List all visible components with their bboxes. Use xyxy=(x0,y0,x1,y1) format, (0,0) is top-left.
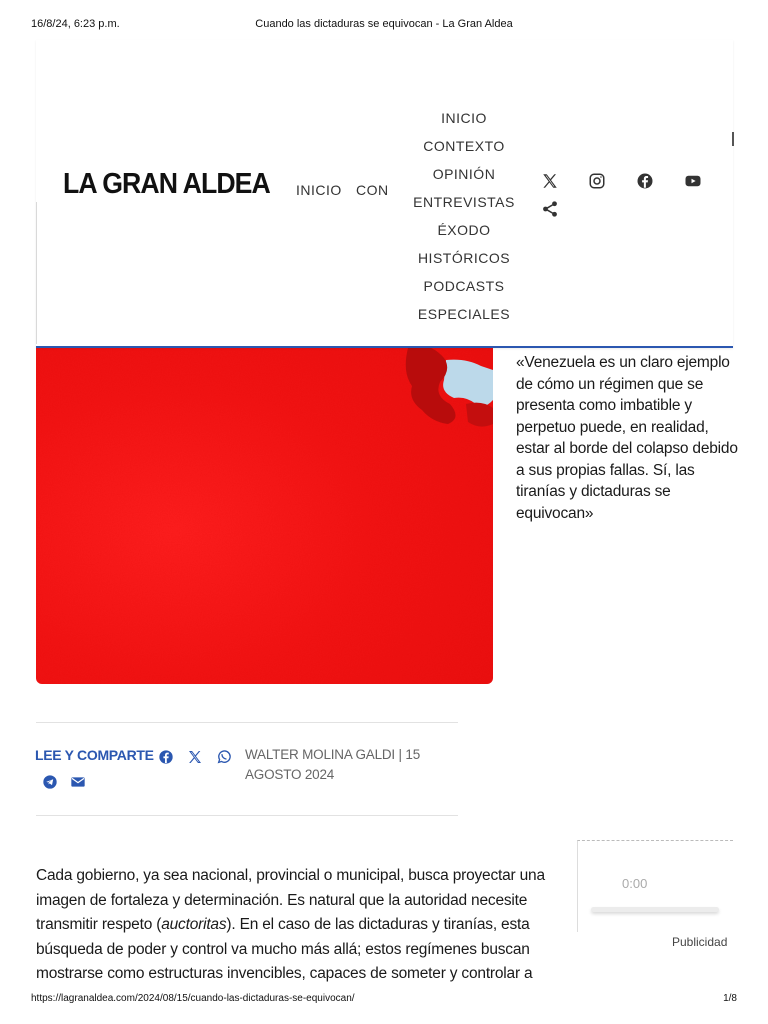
share-top-divider xyxy=(36,722,458,723)
article-paragraph xyxy=(36,864,556,987)
nav-inline-contexto-truncated[interactable]: CON xyxy=(356,182,389,198)
facebook-icon[interactable] xyxy=(635,171,655,191)
site-logo[interactable]: LA GRAN ALDEA xyxy=(63,168,270,200)
telegram-share-icon[interactable] xyxy=(42,774,58,790)
nav-item-contexto[interactable]: CONTEXTO xyxy=(423,138,505,154)
paragraph-text-start: Cada gobierno, ya sea nacional, provincial o municipal, busca proyectar una imagen de fortaleza y determinación. Es natural que la autoridad necesite transmitir respeto ( xyxy=(36,867,545,933)
instagram-icon[interactable] xyxy=(587,171,607,191)
x-icon[interactable] xyxy=(540,171,560,191)
nav-item-podcasts[interactable]: PODCASTS xyxy=(423,278,505,294)
share-label: LEE Y COMPARTE xyxy=(35,747,154,763)
ad-label: Publicidad xyxy=(672,935,728,949)
nav-item-exodo[interactable]: ÉXODO xyxy=(437,222,491,238)
nav-item-especiales[interactable]: ESPECIALES xyxy=(417,306,511,322)
nav-item-inicio[interactable]: INICIO xyxy=(441,110,487,126)
article-byline: WALTER MOLINA GALDI | 15 AGOSTO 2024 xyxy=(245,747,421,782)
audio-time: 0:00 xyxy=(622,876,648,891)
hero-texture xyxy=(36,300,493,684)
whatsapp-share-icon[interactable] xyxy=(216,749,232,765)
hero-image xyxy=(36,300,493,684)
scroll-edge-marker xyxy=(732,132,734,146)
print-title: Cuando las dictaduras se equivocan - La Gran Aldea xyxy=(255,18,513,30)
email-share-icon[interactable] xyxy=(70,774,86,790)
youtube-icon[interactable] xyxy=(683,171,703,191)
paragraph-italic-term: auctoritas xyxy=(161,916,227,933)
nav-item-historicos[interactable]: HISTÓRICOS xyxy=(417,250,511,266)
nav-item-opinion[interactable]: OPINIÓN xyxy=(432,166,496,182)
x-share-icon[interactable] xyxy=(187,749,203,765)
pull-quote: «Venezuela es un claro ejemplo de cómo un régimen que se presenta como imbatible y perpetuo puede, en realidad, estar al borde del colapso debido a sus propias fallas. Sí, las tiranías y dictaduras se equivocan» xyxy=(516,354,738,522)
print-date: 16/8/24, 6:23 p.m. xyxy=(31,18,120,30)
paragraph-text-end: ). En el caso de las dictaduras y tiranías, esta búsqueda de poder y control va mucho más allá; estos regímenes buscan mostrarse como estructuras invencibles, capaces de someter y controlar a xyxy=(36,916,533,982)
audio-ad-player xyxy=(577,840,733,932)
share-bottom-divider xyxy=(36,815,458,816)
nav-inline-inicio[interactable]: INICIO xyxy=(296,182,342,198)
audio-progress-bar[interactable] xyxy=(591,907,719,912)
share-icon[interactable] xyxy=(540,199,560,219)
site-header xyxy=(36,40,733,348)
facebook-share-icon[interactable] xyxy=(158,749,174,765)
print-url: https://lagranaldea.com/2024/08/15/cuando-las-dictaduras-se-equivocan/ xyxy=(31,993,355,1004)
header-divider xyxy=(36,202,37,344)
print-page-number: 1/8 xyxy=(723,993,737,1004)
nav-dropdown-menu xyxy=(404,104,524,328)
nav-item-entrevistas[interactable]: ENTREVISTAS xyxy=(413,194,515,210)
